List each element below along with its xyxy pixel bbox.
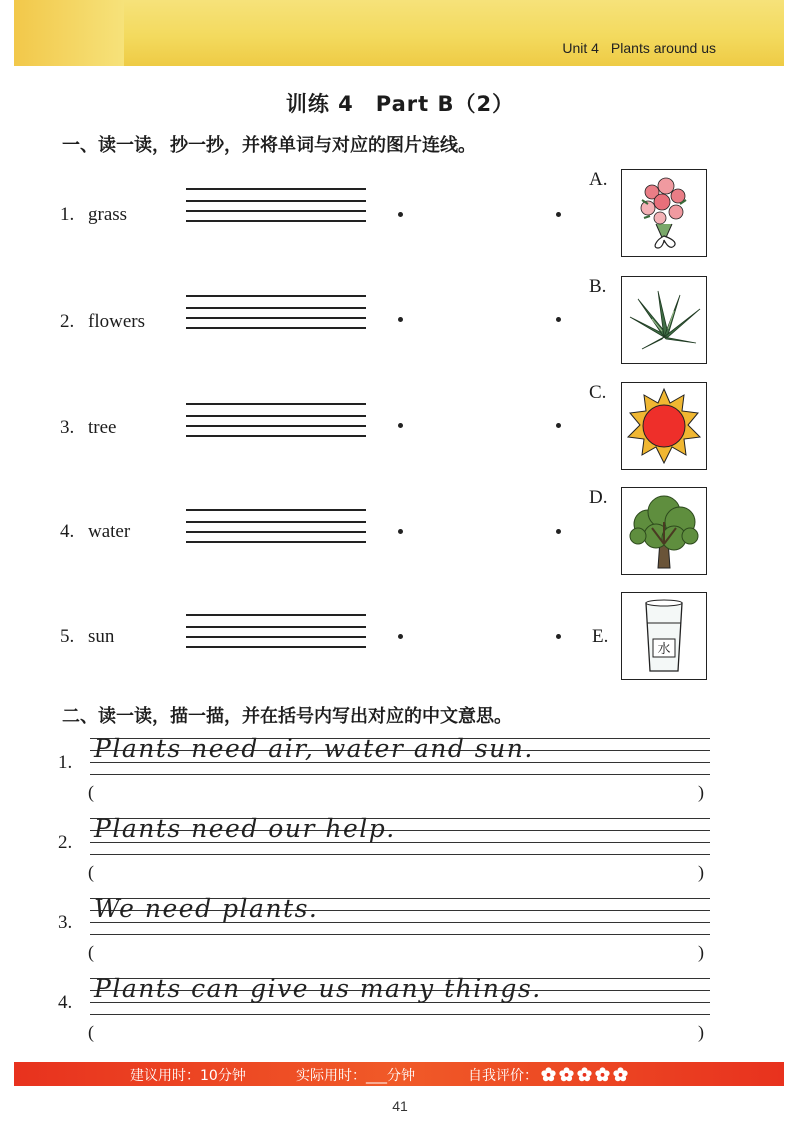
option-letter-b: B. — [589, 276, 607, 297]
word-text: flowers — [88, 311, 145, 332]
suggested-time: 建议用时：10分钟 — [130, 1068, 246, 1084]
option-picture-d[interactable] — [621, 487, 707, 575]
copy-lines[interactable] — [186, 403, 366, 447]
glass-label: 水 — [657, 642, 671, 657]
flowers-bouquet-icon — [622, 170, 706, 256]
match-dot-right[interactable] — [556, 317, 561, 322]
flower-rating-icon[interactable] — [559, 1067, 574, 1082]
trace-sentence: We need plants. — [94, 894, 319, 923]
self-evaluation — [468, 1065, 628, 1085]
unit-number: Unit 4 — [562, 40, 599, 56]
header-band — [14, 0, 784, 66]
answer-paren-close: ) — [698, 862, 704, 882]
word-text: grass — [88, 204, 128, 225]
word-number: 2. — [60, 311, 75, 332]
option-letter-c: C. — [589, 382, 607, 403]
answer-paren-close: ) — [698, 782, 704, 802]
sentence-row-2 — [58, 814, 708, 888]
sentence-number: 2. — [58, 832, 73, 853]
sentence-row-1 — [58, 734, 708, 808]
answer-paren-open: ( — [88, 782, 94, 802]
option-letter-d: D. — [589, 487, 608, 508]
option-picture-e[interactable] — [621, 592, 707, 680]
sentence-number: 1. — [58, 752, 73, 773]
answer-paren-close: ) — [698, 942, 704, 962]
unit-label — [562, 40, 716, 56]
sentence-number: 4. — [58, 992, 73, 1013]
answer-paren-open: ( — [88, 942, 94, 962]
match-dot-right[interactable] — [556, 212, 561, 217]
sentence-row-3 — [58, 894, 708, 968]
grass-icon — [622, 277, 706, 363]
sentence-number: 3. — [58, 912, 73, 933]
word-number: 1. — [60, 204, 75, 225]
match-dot-left[interactable] — [398, 212, 403, 217]
match-dot-left[interactable] — [398, 634, 403, 639]
answer-paren-open: ( — [88, 1022, 94, 1042]
flower-rating-icon[interactable] — [541, 1067, 556, 1082]
match-dot-right[interactable] — [556, 423, 561, 428]
copy-lines[interactable] — [186, 188, 366, 232]
self-evaluation-label: 自我评价： — [468, 1068, 538, 1084]
actual-time: 实际用时：___分钟 — [296, 1068, 415, 1084]
option-letter-e: E. — [592, 626, 609, 647]
copy-lines[interactable] — [186, 295, 366, 339]
word-number: 3. — [60, 417, 75, 438]
option-picture-a[interactable] — [621, 169, 707, 257]
flower-rating-icon[interactable] — [613, 1067, 628, 1082]
word-text: water — [88, 521, 131, 542]
rating-flowers[interactable] — [538, 1068, 628, 1084]
section1-heading: 一、读一读，抄一抄，并将单词与对应的图片连线。 — [62, 135, 476, 156]
word-text: tree — [88, 417, 117, 438]
unit-title: Plants around us — [610, 40, 716, 56]
match-dot-left[interactable] — [398, 317, 403, 322]
match-dot-right[interactable] — [556, 634, 561, 639]
trace-sentence: Plants need our help. — [94, 814, 396, 843]
option-picture-b[interactable] — [621, 276, 707, 364]
match-dot-left[interactable] — [398, 529, 403, 534]
answer-paren-close: ) — [698, 1022, 704, 1042]
word-text: sun — [88, 626, 115, 647]
answer-paren-open: ( — [88, 862, 94, 882]
page-number: 41 — [392, 1098, 408, 1114]
water-glass-icon — [622, 593, 706, 679]
copy-lines[interactable] — [186, 614, 366, 658]
word-number: 5. — [60, 626, 75, 647]
sentence-row-4 — [58, 974, 708, 1048]
match-dot-left[interactable] — [398, 423, 403, 428]
option-letter-a: A. — [589, 169, 608, 190]
flower-rating-icon[interactable] — [577, 1067, 592, 1082]
trace-sentence: Plants need air, water and sun. — [94, 734, 534, 763]
flower-rating-icon[interactable] — [595, 1067, 610, 1082]
word-number: 4. — [60, 521, 75, 542]
match-dot-right[interactable] — [556, 529, 561, 534]
copy-lines[interactable] — [186, 509, 366, 553]
trace-sentence: Plants can give us many things. — [94, 974, 542, 1003]
sun-icon — [622, 383, 706, 469]
section2-heading: 二、读一读，描一描，并在括号内写出对应的中文意思。 — [62, 706, 512, 727]
tree-icon — [622, 488, 706, 574]
option-picture-c[interactable] — [621, 382, 707, 470]
page-title: 训练 4 Part B（2） — [285, 92, 515, 116]
